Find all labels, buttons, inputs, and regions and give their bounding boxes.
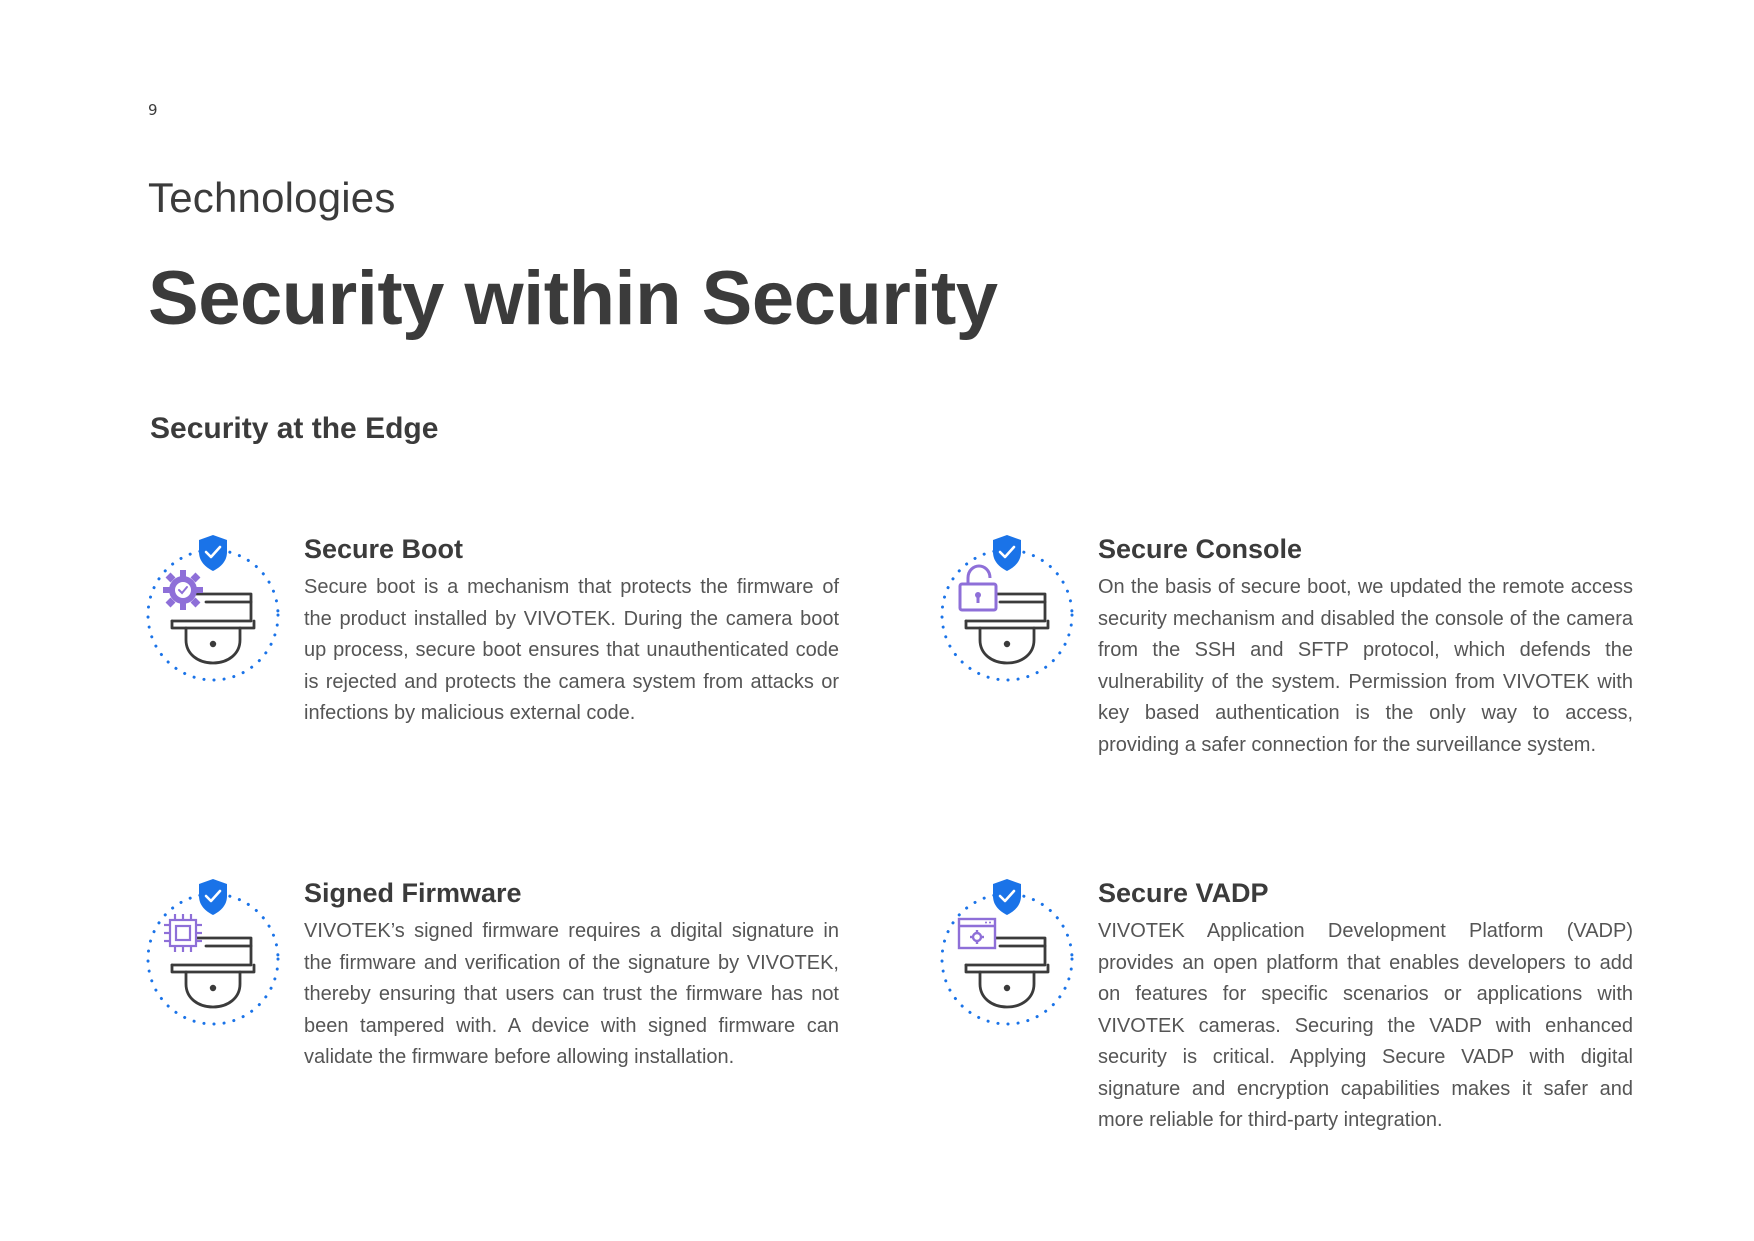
- lock-icon: [960, 566, 996, 610]
- shield-check-icon: [199, 879, 227, 915]
- app-window-icon: [959, 919, 995, 948]
- feature-secure-console: [938, 532, 1683, 852]
- feature-secure-boot: [144, 532, 889, 852]
- dome-camera-icon: [172, 938, 254, 1007]
- feature-description: VIVOTEK’s signed firmware requires a digital signature in the firmware and verification of the signature by VIVOTEK, thereby ensuring that users can trust the firmware has not been tampered with. A device with signed firmware can validate the firmware before allowing installation.: [304, 920, 839, 1068]
- secure-vadp-camera-icon: [938, 876, 1078, 1036]
- page-kicker: Technologies: [148, 174, 396, 221]
- page-number: 9: [148, 101, 158, 119]
- shield-check-icon: [993, 535, 1021, 571]
- feature-description: On the basis of secure boot, we updated the remote access security mechanism and disabled the console of the camera from the SSH and SFTP protocol, which defends the vulnerability of the system. Permission from VIVOTEK with key based authentication is the only way to access, providing a safer connection for the surveillance system.: [1098, 576, 1633, 756]
- feature-title: Secure Console: [1098, 534, 1303, 564]
- feature-title: Secure VADP: [1098, 878, 1269, 908]
- feature-signed-firmware: [144, 876, 889, 1196]
- secure-boot-camera-icon: [144, 532, 284, 692]
- feature-secure-vadp: [938, 876, 1683, 1196]
- shield-check-icon: [993, 879, 1021, 915]
- section-title: Security at the Edge: [150, 412, 439, 445]
- feature-title: Secure Boot: [304, 534, 464, 564]
- chip-icon: [164, 914, 202, 952]
- signed-firmware-camera-icon: [144, 876, 284, 1036]
- page-title: Security within Security: [148, 256, 998, 341]
- feature-title: Signed Firmware: [304, 878, 522, 908]
- gear-icon: [163, 570, 203, 610]
- feature-description: Secure boot is a mechanism that protects the firmware of the product installed by VIVOTEK. During the camera boot up process, secure boot ensures that unauthenticated code is rejected and protects the camera system from attacks or infections by malicious external code.: [304, 576, 839, 724]
- secure-console-camera-icon: [938, 532, 1078, 692]
- feature-description: VIVOTEK Application Development Platform (VADP) provides an open platform that enables developers to add on features for specific scenarios or applications with VIVOTEK cameras. Securing the VADP with enhanced security is critical. Applying Secure VADP with digital signature and encryption capabilities makes it safer and more reliable for third-party integration.: [1098, 920, 1633, 1131]
- shield-check-icon: [199, 535, 227, 571]
